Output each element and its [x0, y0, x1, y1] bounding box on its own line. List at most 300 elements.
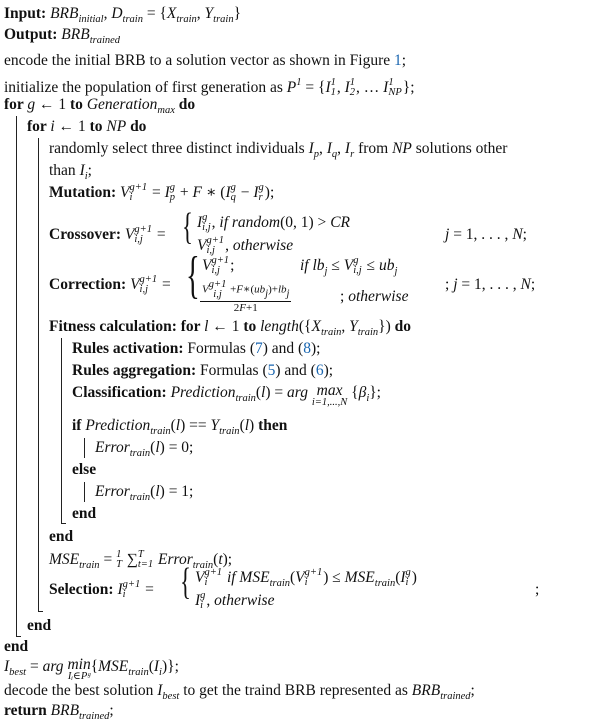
sub-superscript [123, 580, 141, 600]
keyword: Mutation: [49, 184, 121, 201]
math-symbol: MSE [344, 569, 375, 586]
text: ; [401, 52, 407, 69]
math-symbol: I [253, 184, 259, 201]
subscript: max [157, 105, 175, 116]
subscript: train [374, 578, 396, 589]
fraction-numerator [200, 280, 291, 302]
math-symbol: D [111, 5, 123, 22]
block-bar-generation [16, 116, 17, 637]
text: ); [222, 551, 233, 568]
text: }; [402, 79, 415, 96]
text: = [141, 581, 154, 598]
math-symbol: j [453, 276, 458, 293]
superscript: 1 [296, 77, 302, 88]
text: ) [411, 569, 417, 586]
keyword: Correction: [49, 276, 131, 293]
math-symbol: I [164, 184, 170, 201]
superscript: g+1 [134, 224, 152, 236]
math-symbol: lb [277, 283, 287, 296]
text: ; [109, 702, 114, 719]
math-symbol: BRB [61, 26, 90, 43]
superscript: g [202, 212, 208, 224]
math-symbol: l [155, 439, 160, 456]
keyword: end [27, 617, 52, 634]
text: , [337, 140, 345, 157]
text: ( [150, 483, 156, 500]
subscript: initial [78, 14, 104, 25]
subscript: best [162, 691, 180, 702]
text: +1 [245, 301, 258, 314]
math-symbol: I [308, 140, 314, 157]
sub-superscript [138, 550, 153, 570]
subscript: i [204, 577, 208, 589]
operator: min [67, 656, 91, 673]
math-symbol: P [286, 79, 297, 96]
math-symbol: V [202, 283, 209, 296]
block-bar-then [84, 438, 85, 458]
text: ) == [180, 417, 211, 434]
math-symbol: j [445, 226, 450, 243]
math-symbol: if random [219, 214, 281, 231]
keyword: return [4, 702, 51, 719]
keyword: else [72, 461, 97, 478]
math-symbol: I [325, 79, 331, 96]
text: decode the best solution [4, 682, 158, 699]
subscript: i [129, 192, 133, 204]
subscript: j [394, 266, 398, 277]
text: = { [142, 5, 167, 22]
keyword: do [174, 96, 196, 113]
subscript: 2 [349, 87, 356, 99]
superscript: g [353, 255, 359, 267]
subscript: q [331, 149, 338, 160]
text: = 1, . . . , [449, 226, 513, 243]
crossover-case-1 [197, 213, 350, 233]
math-symbol: V [202, 257, 212, 274]
superscript: 1 [388, 77, 394, 89]
error-one [95, 482, 193, 508]
reference-link[interactable]: 5 [267, 362, 276, 379]
keyword: Output: [4, 26, 62, 43]
subscript: train [235, 393, 256, 404]
math-symbol: Prediction [85, 417, 151, 434]
subscript: train [269, 578, 290, 589]
text: ; [522, 226, 527, 243]
keyword: Selection: [49, 581, 118, 598]
sub-superscript [206, 236, 224, 256]
text: = 1, . . . , [457, 276, 521, 293]
sub-superscript [211, 256, 229, 276]
step-correction [49, 275, 171, 295]
math-symbol: I [400, 569, 406, 586]
subscript: i,j [206, 245, 215, 257]
subscript: i [304, 577, 308, 589]
math-symbol: V [197, 237, 207, 254]
selection-end [535, 580, 539, 600]
math-symbol: V [130, 276, 140, 293]
text: ( [239, 417, 245, 434]
text: { [347, 384, 359, 401]
text: , [319, 140, 327, 157]
subscript: NP [388, 87, 402, 99]
step-select-individuals [49, 139, 507, 165]
text: ← 1 [54, 118, 90, 135]
subscript: train [357, 327, 379, 338]
block-foot-fitness [61, 523, 66, 524]
subscript: train [150, 426, 171, 437]
subscript: train [320, 327, 342, 338]
sub-superscript [140, 275, 158, 295]
block-bar-else [84, 482, 85, 502]
subscript: i [159, 667, 162, 678]
superscript: g+1 [211, 255, 230, 267]
math-symbol: arg [287, 384, 312, 401]
text: = [158, 276, 171, 293]
math-symbol: Prediction [170, 384, 236, 401]
subscript: trained [89, 35, 121, 46]
step-best-individual [4, 657, 179, 683]
superscript: 1 [330, 77, 336, 89]
sub-superscript [406, 568, 411, 588]
superscript: g [169, 182, 176, 194]
text: ({ [298, 318, 312, 335]
text: + [176, 184, 193, 201]
text: { [90, 658, 99, 675]
math-symbol: I [344, 140, 351, 157]
superscript: g [230, 182, 236, 194]
selection-case-2 [195, 591, 274, 611]
superscript: g+1 [208, 279, 227, 290]
step-rules-aggregation [72, 361, 333, 381]
step-mutation [49, 183, 274, 203]
text: ) and ( [262, 340, 304, 357]
math-symbol: I [197, 214, 203, 231]
text: + [227, 283, 237, 296]
math-symbol: Error [95, 439, 130, 456]
text: from [354, 140, 393, 157]
keyword: do [394, 318, 412, 335]
superscript: g+1 [204, 567, 223, 579]
text: Formulas ( [187, 340, 255, 357]
keyword: Rules activation: [72, 340, 188, 357]
keyword: end [49, 528, 74, 545]
subscript: train [176, 14, 197, 25]
superscript: g+1 [129, 182, 148, 194]
math-symbol: ub [378, 257, 395, 274]
subscript: train [219, 426, 240, 437]
subscript: best [9, 667, 27, 678]
sub-superscript [231, 183, 236, 203]
superscript: g+1 [206, 235, 225, 247]
text: = { [301, 79, 326, 96]
math-symbol: ub [254, 283, 266, 296]
sub-superscript [331, 78, 336, 98]
math-symbol: β [358, 384, 367, 401]
math-symbol: otherwise [348, 288, 409, 305]
subscript: j [286, 288, 290, 300]
text: to get the traind BRB represented as [179, 682, 412, 699]
keyword: end [4, 638, 29, 655]
superscript: g [200, 590, 206, 602]
math-symbol: Error [95, 483, 130, 500]
subscript: i,j [134, 234, 143, 246]
text: } [233, 5, 242, 22]
text: ) [249, 417, 259, 434]
keyword: if [72, 417, 86, 434]
keyword: Fitness calculation: for [49, 318, 205, 335]
keyword: Classification: [72, 384, 171, 401]
correction-brace: { [186, 247, 200, 304]
keyword: Input: [4, 5, 51, 22]
math-symbol: l [261, 384, 266, 401]
math-symbol: l [204, 318, 209, 335]
sub-superscript [130, 183, 148, 203]
math-symbol: I [79, 162, 85, 179]
correction-fraction [200, 280, 291, 315]
text: Formulas ( [200, 362, 268, 379]
text: }) [378, 318, 395, 335]
subscript: i [122, 589, 126, 601]
loop-individual [27, 117, 146, 137]
text: , [206, 592, 215, 609]
subscript: train [192, 560, 214, 571]
subscript: train [122, 14, 143, 25]
text: , [225, 237, 233, 254]
math-symbol: I [117, 581, 123, 598]
subscript: i,j [213, 289, 222, 300]
math-symbol: l [244, 417, 250, 434]
sub-superscript [170, 183, 175, 203]
text: ; [87, 162, 92, 179]
text: ≤ [327, 257, 344, 274]
math-symbol: t [218, 551, 223, 568]
subscript: i [84, 171, 88, 182]
subscript: j [324, 266, 328, 277]
operator: max [316, 382, 343, 399]
superscript: T [137, 549, 144, 561]
sub-superscript [134, 225, 152, 245]
sub-superscript [204, 568, 222, 588]
keyword: to [89, 118, 107, 135]
block-bar-fitness [61, 338, 62, 524]
text: ; [530, 276, 536, 293]
text: ← 1 [35, 96, 71, 113]
text: }; [369, 384, 381, 401]
crossover-brace: { [182, 206, 193, 248]
text: , [103, 5, 112, 22]
reference-link[interactable]: 6 [315, 362, 324, 379]
step-return [4, 701, 114, 721]
text: ∗( [243, 283, 255, 296]
superscript: g [405, 567, 411, 579]
text: ( [289, 569, 296, 586]
math-symbol: i [50, 118, 55, 135]
sub-superscript [353, 256, 361, 276]
text: = [148, 184, 165, 201]
limit-operator [312, 383, 347, 407]
reference-link[interactable]: 1 [394, 52, 402, 69]
math-symbol: Y [349, 318, 358, 335]
text: ) = 1; [159, 483, 194, 500]
math-symbol: Error [157, 551, 193, 568]
text: randomly select three distinct individuals [49, 140, 309, 157]
subscript: r [350, 149, 355, 160]
reference-link[interactable]: 7 [254, 340, 263, 357]
subscript: r [258, 192, 263, 204]
text: ( [148, 658, 154, 675]
subscript: trained [440, 691, 471, 702]
subscript: T [116, 559, 122, 571]
math-symbol: MSE [98, 658, 129, 675]
keyword: for [27, 118, 51, 135]
sub-superscript [209, 280, 227, 300]
math-symbol: I [225, 184, 231, 201]
subscript: q [230, 192, 236, 204]
text: ; [340, 288, 349, 305]
text: ) = [265, 384, 288, 401]
subscript: i,j [139, 284, 148, 296]
operator-limit: Iᵢ∈Pᵍ [67, 671, 91, 682]
math-symbol: V [120, 184, 130, 201]
text: ); [264, 184, 275, 201]
math-symbol: I [153, 658, 160, 675]
step-crossover [49, 225, 166, 245]
selection-brace: { [180, 561, 191, 603]
subscript: t=1 [137, 559, 154, 571]
math-symbol: I [195, 592, 201, 609]
text: 2 [233, 301, 240, 314]
sub-superscript [259, 183, 264, 203]
reference-link[interactable]: 8 [303, 340, 311, 357]
math-symbol: I [383, 79, 389, 96]
sub-superscript [305, 568, 323, 588]
text: ∗ ( [202, 184, 226, 201]
superscript: 1 [349, 77, 356, 89]
subscript: i,j [211, 265, 220, 277]
block-foot-generation [16, 636, 21, 637]
text: ; [535, 581, 540, 598]
block-bar-individual [38, 138, 39, 612]
text: ( [150, 439, 156, 456]
text: ; [445, 276, 454, 293]
text: than [49, 162, 80, 179]
end-loop-generation [4, 637, 28, 657]
keyword: end [72, 505, 97, 522]
text: , … [356, 79, 384, 96]
superscript: g+1 [122, 579, 141, 591]
sub-superscript [200, 591, 205, 611]
text: ); [323, 362, 334, 379]
subscript: trained [79, 711, 110, 721]
math-symbol: BRB [50, 702, 80, 719]
math-symbol: otherwise [214, 592, 275, 609]
math-symbol: CR [330, 214, 350, 231]
math-symbol: BRB [411, 682, 441, 699]
limit-operator [67, 657, 90, 681]
text: ∑ [122, 551, 138, 568]
text: ) ≤ [323, 569, 345, 586]
crossover-case-2 [197, 236, 293, 256]
math-symbol: NP [106, 118, 127, 135]
text: ( [395, 569, 401, 586]
subscript: p [169, 192, 176, 204]
math-symbol: I [344, 79, 350, 96]
step-classification [72, 383, 381, 409]
math-symbol: X [311, 318, 321, 335]
math-symbol: NP [392, 140, 412, 157]
math-symbol: if MSE [226, 569, 270, 586]
correction-case-1 [202, 256, 234, 276]
keyword: Rules aggregation: [72, 362, 201, 379]
end-loop-individual [27, 616, 51, 636]
subscript: train [128, 667, 149, 678]
math-symbol: F [236, 283, 244, 296]
text: ≤ [362, 257, 379, 274]
keyword: for [4, 96, 28, 113]
math-symbol: arg [42, 658, 68, 675]
superscript: g+1 [139, 274, 158, 286]
subscript: i,j [202, 222, 211, 234]
math-symbol: F [192, 184, 202, 201]
crossover-range [445, 225, 527, 245]
subscript: train [129, 448, 151, 459]
text: ); [310, 340, 321, 357]
superscript: g+1 [304, 567, 323, 579]
sub-superscript [116, 550, 122, 570]
algorithm-output [4, 25, 120, 51]
end-if [72, 504, 96, 524]
text: = [26, 658, 43, 675]
math-symbol: otherwise [232, 237, 294, 254]
text: encode the initial BRB to a solution vector as shown in Figure [4, 52, 395, 69]
math-symbol: V [343, 257, 354, 274]
keyword: to [70, 96, 87, 113]
subscript: i [366, 393, 370, 404]
math-symbol: Y [210, 417, 220, 434]
fraction-denominator [200, 302, 291, 315]
subscript: p [313, 149, 319, 160]
sub-superscript [388, 78, 401, 98]
text: ; [230, 257, 235, 274]
subscript: i [200, 600, 204, 612]
math-symbol: MSE [49, 551, 80, 568]
text: , [341, 318, 350, 335]
math-symbol: F [239, 301, 246, 314]
text: , [211, 214, 220, 231]
superscript: g [258, 182, 264, 194]
math-symbol: Y [204, 5, 214, 22]
math-symbol: V [295, 569, 305, 586]
step-selection [49, 580, 154, 600]
math-symbol: N [520, 276, 531, 293]
math-symbol: l [155, 483, 160, 500]
subscript: train [129, 492, 151, 503]
math-symbol: if lb [300, 257, 325, 274]
math-symbol: N [512, 226, 523, 243]
correction-condition-2 [340, 287, 408, 307]
end-fitness [49, 527, 73, 547]
math-symbol: V [195, 569, 205, 586]
math-symbol: X [166, 5, 177, 22]
text: ← 1 [208, 318, 244, 335]
text: ) = 0; [159, 439, 194, 456]
text: ( [170, 417, 176, 434]
math-symbol: length [260, 318, 299, 335]
text: initialize the population of first generation as [4, 79, 287, 96]
keyword: then [258, 417, 288, 434]
sub-superscript [350, 78, 355, 98]
text: ; [470, 682, 475, 699]
